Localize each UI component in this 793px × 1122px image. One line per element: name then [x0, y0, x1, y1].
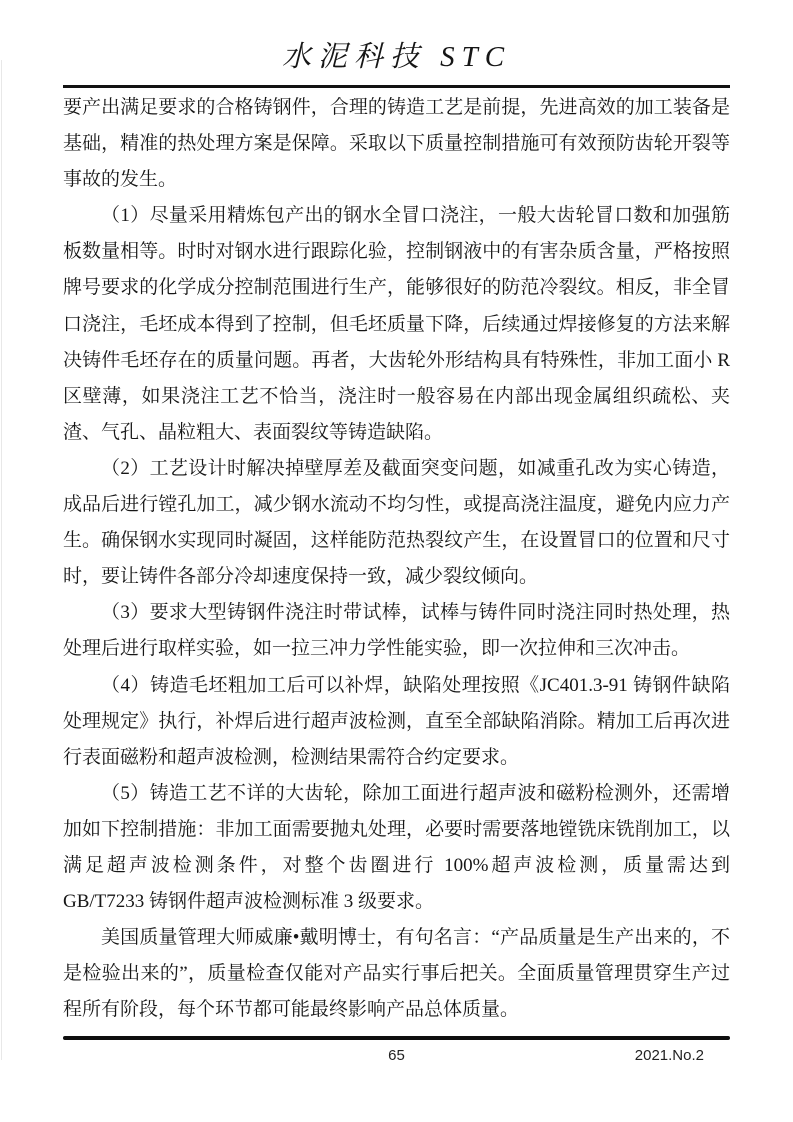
paragraph-item-5: （5）铸造工艺不详的大齿轮，除加工面进行超声波和磁粉检测外，还需增加如下控制措施：非加工面需要抛丸处理，必要时需要落地镗铣床铣削加工，以满足超声波检测条件，对整个齿圈进行 100%超声波检测，质量需达到 GB/T7233 铸钢件超声波检测标准 3 级要求。 [63, 782, 730, 913]
paragraph-item-3: （3）要求大型铸钢件浇注时带试棒，试棒与铸件同时浇注同时热处理，热处理后进行取样实验，如一拉三冲力学性能实验，即一次拉伸和三次冲击。 [63, 602, 730, 660]
header-rule [63, 85, 730, 88]
article-body [63, 90, 730, 1028]
page-number: 65 [388, 1047, 405, 1064]
scan-edge-artifact [1, 60, 2, 1060]
paragraph-item-2: （2）工艺设计时解决掉壁厚差及截面突变问题，如减重孔改为实心铸造，成品后进行镗孔加工，减少钢水流动不均匀性，或提高浇注温度，避免内应力产生。确保钢水实现同时凝固，这样能防范热裂纹产生，在设置冒口的位置和尺寸时，要让铸件各部分冷却速度保持一致，减少裂纹倾向。 [63, 457, 730, 588]
paragraph-item-4: （4）铸造毛坯粗加工后可以补焊，缺陷处理按照《JC401.3-91 铸钢件缺陷处理规定》执行，补焊后进行超声波检测，直至全部缺陷消除。精加工后再次进行表面磁粉和超声波检测，检测结果需符合约定要求。 [63, 674, 730, 768]
paragraph-intro: 要产出满足要求的合格铸钢件，合理的铸造工艺是前提，先进高效的加工装备是基础，精准的热处理方案是保障。采取以下质量控制措施可有效预防齿轮开裂等事故的发生。 [63, 97, 730, 191]
footer [63, 1046, 730, 1070]
issue-number: 2021.No.2 [634, 1047, 704, 1064]
footer-rule [63, 1036, 730, 1040]
paragraph-closing: 美国质量管理大师威廉•戴明博士，有句名言：“产品质量是生产出来的，不是检验出来的”，质量检查仅能对产品实行事后把关。全面质量管理贯穿生产过程所有阶段，每个环节都可能最终影响产品总体质量。 [63, 927, 730, 1021]
journal-title: 水泥科技 STC [281, 41, 512, 73]
paragraph-item-1: （1）尽量采用精炼包产出的钢水全冒口浇注，一般大齿轮冒口数和加强筋板数量相等。时时对钢水进行跟踪化验，控制钢液中的有害杂质含量，严格按照牌号要求的化学成分控制范围进行生产，能够很好的防范冷裂纹。相反，非全冒口浇注，毛坯成本得到了控制，但毛坯质量下降，后续通过焊接修复的方法来解决铸件毛坯存在的质量问题。再者，大齿轮外形结构具有特殊性，非加工面小 R 区壁薄，如果浇注工艺不恰当，浇注时一般容易在内部出现金属组织疏松、夹渣、气孔、晶粒粗大、表面裂纹等铸造缺陷。 [63, 205, 730, 443]
